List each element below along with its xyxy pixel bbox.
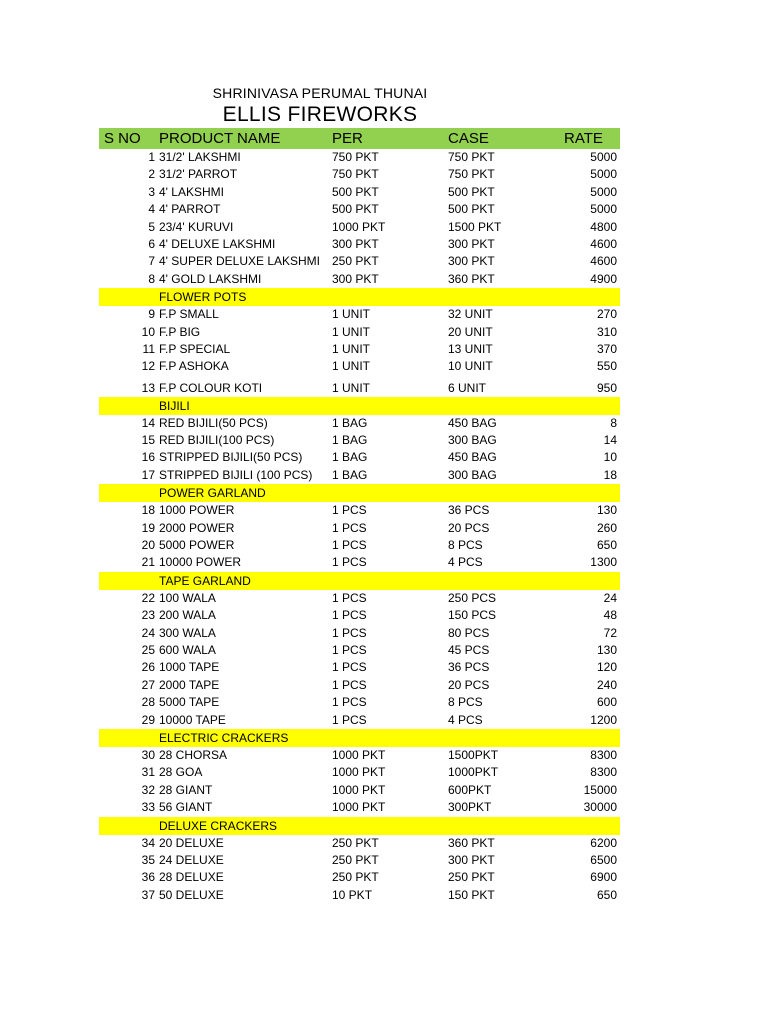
cell-case: 150 PCS: [448, 608, 497, 623]
cell-product-name: 10000 TAPE: [159, 712, 226, 727]
cell-rate: 6900: [590, 870, 617, 885]
table-row: [99, 712, 620, 729]
cell-product-name: 2000 POWER: [159, 520, 235, 535]
page-title: ELLIS FIREWORKS: [222, 103, 418, 126]
cell-product-name: 20 DELUXE: [159, 835, 224, 850]
cell-per: 1 PCS: [332, 642, 367, 657]
cell-per: 1000 PKT: [332, 765, 386, 780]
cell-per: 300 PKT: [332, 271, 379, 286]
cell-rate: 18: [603, 467, 617, 482]
column-header-rate: RATE: [564, 130, 603, 147]
cell-case: 450 BAG: [448, 415, 497, 430]
category-row: [99, 729, 620, 747]
cell-sno: 32: [141, 782, 155, 797]
table-row: [99, 184, 620, 201]
table-row: [99, 764, 620, 781]
table-row: [99, 799, 620, 816]
cell-rate: 550: [596, 359, 617, 374]
table-row: [99, 659, 620, 676]
cell-per: 1 PCS: [332, 520, 367, 535]
cell-product-name: 28 GOA: [159, 765, 203, 780]
cell-case: 4 PCS: [448, 712, 483, 727]
cell-per: 1 UNIT: [332, 341, 371, 356]
cell-per: 1 PCS: [332, 660, 367, 675]
cell-per: 1000 PKT: [332, 219, 386, 234]
cell-per: 300 PKT: [332, 236, 379, 251]
cell-product-name: 31/2' LAKSHMI: [159, 150, 241, 164]
cell-rate: 370: [596, 341, 617, 356]
cell-sno: 34: [141, 835, 155, 850]
cell-product-name: F.P BIG: [159, 324, 201, 339]
cell-per: 250 PKT: [332, 870, 379, 885]
cell-product-name: F.P COLOUR KOTI: [159, 380, 263, 395]
table-row: [99, 324, 620, 341]
cell-case: 360 PKT: [448, 271, 495, 286]
cell-rate: 5000: [590, 150, 617, 164]
cell-per: 250 PKT: [332, 835, 379, 850]
cell-product-name: F.P SMALL: [159, 307, 219, 322]
category-row: [99, 817, 620, 835]
cell-case: 20 PCS: [448, 677, 490, 692]
table-row: [99, 415, 620, 432]
table-row: [99, 852, 620, 869]
cell-rate: 10: [603, 450, 617, 465]
cell-case: 450 BAG: [448, 450, 497, 465]
cell-per: 1 PCS: [332, 608, 367, 623]
cell-per: 1000 PKT: [332, 800, 386, 815]
cell-sno: 21: [141, 555, 155, 570]
cell-rate: 5000: [590, 202, 617, 217]
cell-product-name: 1000 TAPE: [159, 660, 220, 675]
cell-case: 300 PKT: [448, 236, 495, 251]
cell-per: 1 UNIT: [332, 324, 371, 339]
cell-case: 13 UNIT: [448, 341, 493, 356]
cell-rate: 120: [596, 660, 617, 675]
cell-sno: 6: [148, 236, 155, 251]
cell-rate: 6500: [590, 852, 617, 867]
cell-per: 750 PKT: [332, 167, 379, 182]
cell-sno: 30: [141, 747, 155, 762]
cell-rate: 4600: [590, 254, 617, 269]
cell-rate: 950: [596, 380, 617, 395]
table-row: [99, 607, 620, 624]
cell-sno: 12: [141, 359, 155, 374]
cell-per: 1 PCS: [332, 677, 367, 692]
cell-sno: 3: [148, 184, 155, 199]
cell-rate: 270: [596, 307, 617, 322]
cell-product-name: STRIPPED BIJILI (100 PCS): [159, 467, 313, 482]
cell-case: 250 PCS: [448, 590, 497, 605]
cell-case: 32 UNIT: [448, 307, 493, 322]
cell-sno: 27: [141, 677, 155, 692]
cell-case: 4 PCS: [448, 555, 483, 570]
cell-per: 750 PKT: [332, 150, 379, 164]
table-row: [99, 554, 620, 571]
table-row: [99, 642, 620, 659]
table-row: [99, 201, 620, 218]
table-row: [99, 887, 620, 904]
category-label: BIJILI: [159, 398, 190, 413]
cell-rate: 15000: [583, 782, 617, 797]
cell-case: 250 PKT: [448, 870, 495, 885]
category-row: [99, 572, 620, 590]
cell-rate: 4900: [590, 271, 617, 286]
category-label: ELECTRIC CRACKERS: [159, 730, 289, 745]
cell-product-name: 23/4' KURUVI: [159, 219, 234, 234]
table-row: [99, 306, 620, 323]
cell-per: 1 PCS: [332, 712, 367, 727]
table-row: [99, 694, 620, 711]
cell-per: 1 UNIT: [332, 380, 371, 395]
cell-rate: 600: [596, 695, 617, 710]
cell-case: 150 PKT: [448, 887, 495, 902]
table-row: [99, 677, 620, 694]
cell-rate: 5000: [590, 167, 617, 182]
category-row: [99, 484, 620, 502]
cell-case: 360 PKT: [448, 835, 495, 850]
cell-per: 1 UNIT: [332, 359, 371, 374]
cell-product-name: 4' SUPER DELUXE LAKSHMI: [159, 254, 321, 269]
column-header-case: CASE: [448, 130, 489, 147]
table-row: [99, 376, 620, 397]
cell-rate: 30000: [583, 800, 617, 815]
cell-per: 1000 PKT: [332, 782, 386, 797]
table-row: [99, 869, 620, 886]
cell-rate: 650: [596, 538, 617, 553]
cell-rate: 14: [603, 433, 617, 448]
cell-per: 1 BAG: [332, 450, 368, 465]
cell-case: 6 UNIT: [448, 380, 487, 395]
cell-sno: 1: [148, 150, 155, 164]
cell-sno: 24: [141, 625, 155, 640]
cell-case: 10 UNIT: [448, 359, 493, 374]
cell-per: 500 PKT: [332, 184, 379, 199]
table-row: [99, 253, 620, 270]
cell-per: 1 UNIT: [332, 307, 371, 322]
category-row: [99, 397, 620, 415]
category-row: [99, 288, 620, 306]
table-row: [99, 625, 620, 642]
cell-per: 1 BAG: [332, 415, 368, 430]
cell-sno: 4: [148, 202, 155, 217]
cell-sno: 17: [141, 467, 155, 482]
cell-product-name: 24 DELUXE: [159, 852, 224, 867]
cell-product-name: 1000 POWER: [159, 503, 235, 518]
cell-case: 36 PCS: [448, 503, 490, 518]
cell-sno: 2: [148, 167, 155, 182]
price-list-table: [99, 128, 620, 904]
cell-product-name: 50 DELUXE: [159, 887, 224, 902]
table-row: [99, 236, 620, 253]
cell-rate: 310: [596, 324, 617, 339]
table-row: [99, 149, 620, 166]
cell-per: 1000 PKT: [332, 747, 386, 762]
cell-product-name: 300 WALA: [159, 625, 216, 640]
cell-sno: 26: [141, 660, 155, 675]
cell-sno: 36: [141, 870, 155, 885]
table-row: [99, 219, 620, 236]
cell-product-name: 5000 TAPE: [159, 695, 220, 710]
cell-product-name: 4' DELUXE LAKSHMI: [159, 236, 276, 251]
cell-rate: 4600: [590, 236, 617, 251]
cell-sno: 10: [141, 324, 155, 339]
cell-sno: 29: [141, 712, 155, 727]
cell-product-name: F.P SPECIAL: [159, 341, 231, 356]
category-label: POWER GARLAND: [159, 486, 266, 501]
table-body: [99, 149, 620, 904]
cell-rate: 6200: [590, 835, 617, 850]
table-row: [99, 590, 620, 607]
cell-rate: 4800: [590, 219, 617, 234]
cell-rate: 5000: [590, 184, 617, 199]
cell-case: 20 UNIT: [448, 324, 493, 339]
cell-product-name: 200 WALA: [159, 608, 216, 623]
cell-sno: 9: [148, 307, 155, 322]
cell-sno: 5: [148, 219, 155, 234]
cell-sno: 14: [141, 415, 155, 430]
table-row: [99, 271, 620, 288]
cell-product-name: 600 WALA: [159, 642, 216, 657]
category-label: TAPE GARLAND: [159, 573, 251, 588]
cell-case: 8 PCS: [448, 538, 483, 553]
column-header-per: PER: [332, 130, 363, 147]
table-row: [99, 502, 620, 519]
cell-product-name: 56 GIANT: [159, 800, 213, 815]
column-header-product-name: PRODUCT NAME: [159, 130, 281, 147]
cell-product-name: 28 GIANT: [159, 782, 213, 797]
cell-sno: 28: [141, 695, 155, 710]
table-header-row: [99, 128, 620, 149]
cell-case: 300 PKT: [448, 254, 495, 269]
cell-case: 600PKT: [448, 782, 492, 797]
cell-sno: 25: [141, 642, 155, 657]
cell-case: 45 PCS: [448, 642, 490, 657]
cell-product-name: STRIPPED BIJILI(50 PCS): [159, 450, 303, 465]
cell-sno: 22: [141, 590, 155, 605]
cell-per: 250 PKT: [332, 852, 379, 867]
table-row: [99, 747, 620, 764]
cell-per: 250 PKT: [332, 254, 379, 269]
cell-case: 1500PKT: [448, 747, 499, 762]
cell-product-name: RED BIJILI(100 PCS): [159, 433, 275, 448]
cell-rate: 8300: [590, 747, 617, 762]
cell-sno: 37: [141, 887, 155, 902]
table-row: [99, 537, 620, 554]
cell-product-name: F.P ASHOKA: [159, 359, 229, 374]
cell-product-name: 28 CHORSA: [159, 747, 228, 762]
cell-rate: 48: [603, 608, 617, 623]
cell-per: 1 PCS: [332, 555, 367, 570]
cell-rate: 1200: [590, 712, 617, 727]
table-row: [99, 449, 620, 466]
cell-rate: 8: [610, 415, 617, 430]
cell-sno: 11: [142, 341, 155, 356]
table-row: [99, 432, 620, 449]
cell-sno: 18: [141, 503, 155, 518]
table-row: [99, 520, 620, 537]
cell-product-name: 10000 POWER: [159, 555, 242, 570]
table-row: [99, 166, 620, 183]
page-subtitle: SHRINIVASA PERUMAL THUNAI: [212, 85, 428, 101]
cell-case: 750 PKT: [448, 150, 495, 164]
cell-case: 500 PKT: [448, 184, 495, 199]
cell-case: 300 BAG: [448, 467, 497, 482]
cell-case: 20 PCS: [448, 520, 490, 535]
cell-case: 8 PCS: [448, 695, 483, 710]
cell-case: 500 PKT: [448, 202, 495, 217]
cell-rate: 24: [603, 590, 617, 605]
cell-per: 500 PKT: [332, 202, 379, 217]
cell-case: 300PKT: [448, 800, 492, 815]
table-row: [99, 358, 620, 375]
column-header-sno: S NO: [104, 130, 141, 147]
category-label: DELUXE CRACKERS: [159, 818, 278, 833]
cell-sno: 8: [148, 271, 155, 286]
cell-rate: 130: [596, 503, 617, 518]
category-label: FLOWER POTS: [159, 290, 247, 305]
cell-per: 1 BAG: [332, 433, 368, 448]
cell-per: 1 BAG: [332, 467, 368, 482]
cell-case: 1500 PKT: [448, 219, 502, 234]
cell-sno: 7: [148, 254, 155, 269]
cell-rate: 1300: [590, 555, 617, 570]
cell-rate: 650: [596, 887, 617, 902]
table-row: [99, 341, 620, 358]
cell-product-name: 4' LAKSHMI: [159, 184, 224, 199]
cell-case: 750 PKT: [448, 167, 495, 182]
cell-per: 1 PCS: [332, 695, 367, 710]
cell-product-name: 31/2' PARROT: [159, 167, 238, 182]
cell-sno: 35: [141, 852, 155, 867]
cell-rate: 260: [596, 520, 617, 535]
cell-rate: 240: [596, 677, 617, 692]
cell-per: 10 PKT: [332, 887, 373, 902]
table-row: [99, 467, 620, 484]
table-row: [99, 782, 620, 799]
cell-case: 36 PCS: [448, 660, 490, 675]
cell-sno: 19: [141, 520, 155, 535]
cell-per: 1 PCS: [332, 538, 367, 553]
cell-sno: 23: [141, 608, 155, 623]
cell-sno: 16: [141, 450, 155, 465]
cell-per: 1 PCS: [332, 503, 367, 518]
cell-sno: 15: [141, 433, 155, 448]
cell-rate: 72: [603, 625, 617, 640]
cell-rate: 8300: [590, 765, 617, 780]
cell-sno: 31: [141, 765, 155, 780]
cell-sno: 20: [141, 538, 155, 553]
cell-per: 1 PCS: [332, 625, 367, 640]
cell-product-name: 2000 TAPE: [159, 677, 220, 692]
cell-case: 1000PKT: [448, 765, 499, 780]
cell-product-name: 28 DELUXE: [159, 870, 224, 885]
cell-product-name: 4' GOLD LAKSHMI: [159, 271, 262, 286]
cell-case: 300 BAG: [448, 433, 497, 448]
cell-rate: 130: [596, 642, 617, 657]
cell-product-name: 100 WALA: [159, 590, 216, 605]
cell-sno: 13: [141, 380, 155, 395]
cell-per: 1 PCS: [332, 590, 367, 605]
cell-case: 300 PKT: [448, 852, 495, 867]
cell-sno: 33: [141, 800, 155, 815]
table-row: [99, 835, 620, 852]
cell-case: 80 PCS: [448, 625, 490, 640]
cell-product-name: 5000 POWER: [159, 538, 235, 553]
cell-product-name: RED BIJILI(50 PCS): [159, 415, 268, 430]
cell-product-name: 4' PARROT: [159, 202, 221, 217]
